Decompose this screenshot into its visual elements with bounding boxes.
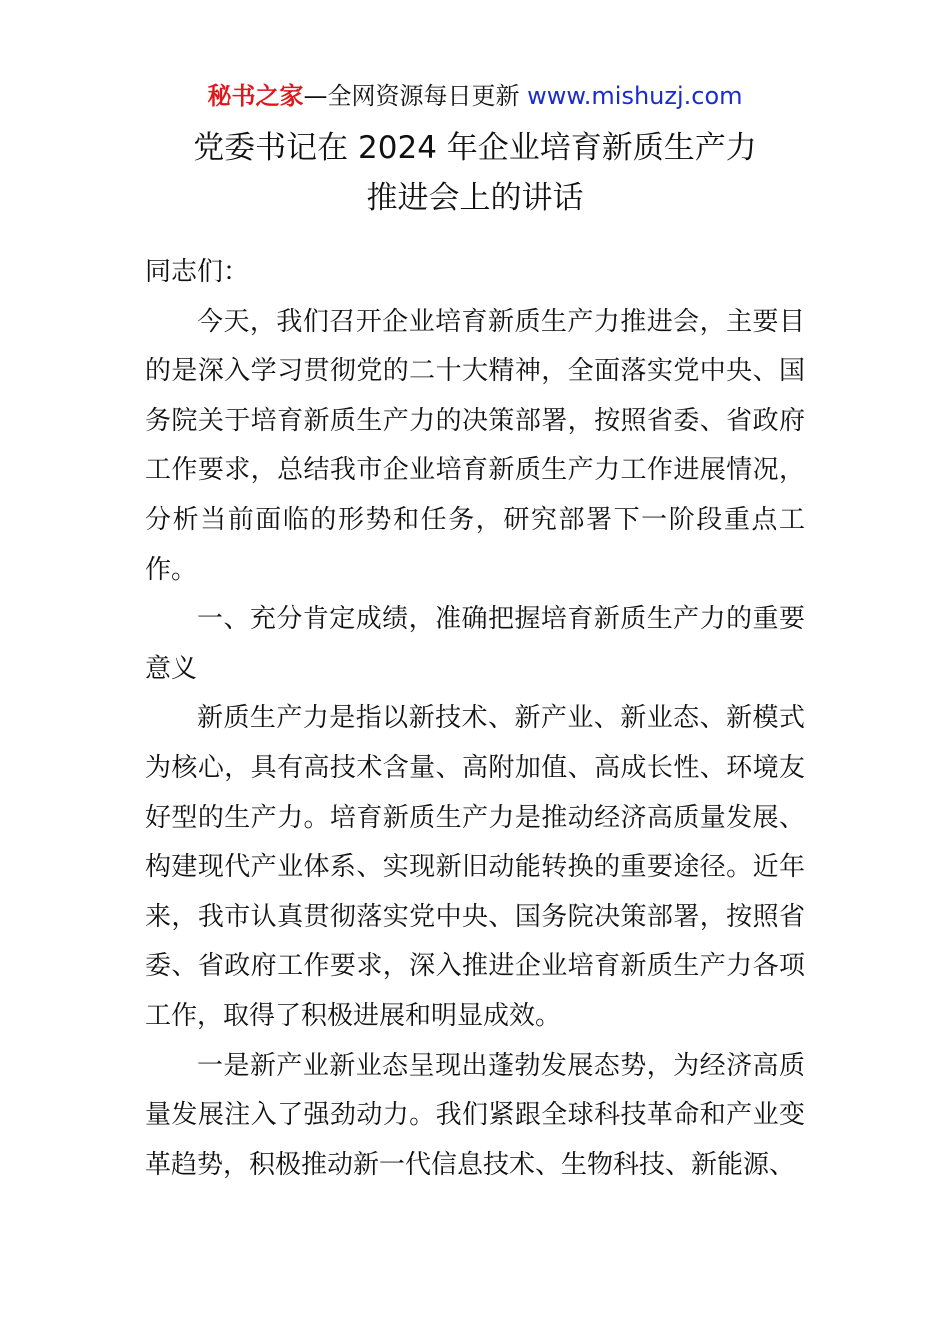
paragraph-point-1: 一是新产业新业态呈现出蓬勃发展态势，为经济高质量发展注入了强劲动力。我们紧跟全球科技革命和产业变革趋势，积极推动新一代信息技术、生物科技、新能源、 (145, 1050, 805, 1180)
paragraph-significance: 新质生产力是指以新技术、新产业、新业态、新模式为核心，具有高技术含量、高附加值、高成长性、环境友好型的生产力。培育新质生产力是推动经济高质量发展、构建现代产业体系、实现新旧动能转换的重要途径。近年来，我市认真贯彻落实党中央、国务院决策部署，按照省委、省政府工作要求，深入推进企业培育新质生产力各项工作，取得了积极进展和明显成效。 (145, 703, 805, 1031)
paragraph-intro: 今天，我们召开企业培育新质生产力推进会，主要目的是深入学习贯彻党的二十大精神，全面落实党中央、国务院关于培育新质生产力的决策部署，按照省委、省政府工作要求，总结我市企业培育新质生产力工作进展情况，分析当前面临的形势和任务，研究部署下一阶段重点工作。 (145, 306, 805, 585)
site-name: 秘书之家 (207, 82, 304, 110)
salutation: 同志们： (145, 257, 250, 287)
site-url[interactable]: www.mishuzj.com (527, 82, 743, 110)
document-body (145, 248, 805, 1190)
document-title-line-1: 党委书记在 2024 年企业培育新质生产力 (193, 130, 757, 166)
section-heading-1: 一、充分肯定成绩，准确把握培育新质生产力的重要意义 (145, 604, 805, 684)
site-slogan: —全网资源每日更新 (303, 82, 528, 110)
site-header (0, 80, 950, 112)
document-title-line-2: 推进会上的讲话 (366, 180, 584, 216)
